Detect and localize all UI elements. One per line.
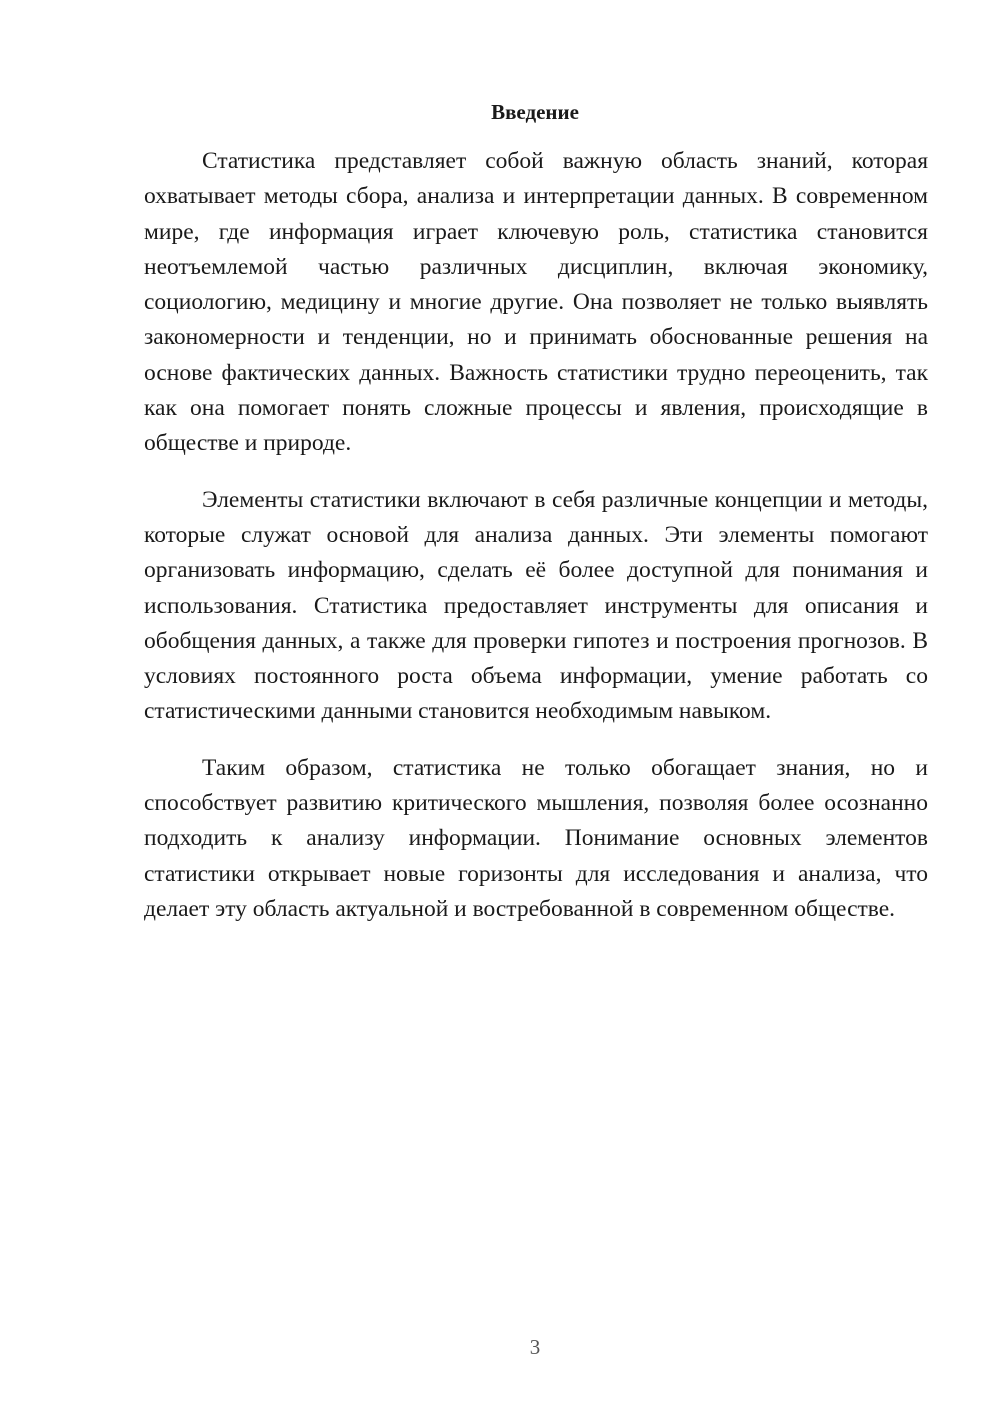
body-text	[144, 144, 928, 948]
page-title: Введение	[491, 100, 579, 124]
paragraph-3: Таким образом, статистика не только обогащает знания, но и способствует развитию критического мышления, позволяя более осознанно подходить к анализу информации. Понимание основных элементов статистики открывает новые горизонты для исследования и анализа, что делает эту область актуальной и востребованной в современном обществе.	[144, 754, 928, 922]
paragraph-2: Элементы статистики включают в себя различные концепции и методы, которые служат основой для анализа данных. Эти элементы помогают организовать информацию, сделать её более доступной для понимания и использования. Статистика предоставляет инструменты для описания и обобщения данных, а также для проверки гипотез и построения прогнозов. В условиях постоянного роста объема информации, умение работать со статистическими данными становится необходимым навыком.	[144, 486, 928, 725]
paragraph-1: Статистика представляет собой важную область знаний, которая охватывает методы сбора, анализа и интерпретации данных. В современном мире, где информация играет ключевую роль, статистика становится неотъемлемой частью различных дисциплин, включая экономику, социологию, медицину и многие другие. Она позволяет не только выявлять закономерности и тенденции, но и принимать обоснованные решения на основе фактических данных. Важность статистики трудно переоценить, так как она помогает понять сложные процессы и явления, происходящие в обществе и природе.	[144, 148, 928, 457]
page-number: 3	[529, 1335, 541, 1359]
